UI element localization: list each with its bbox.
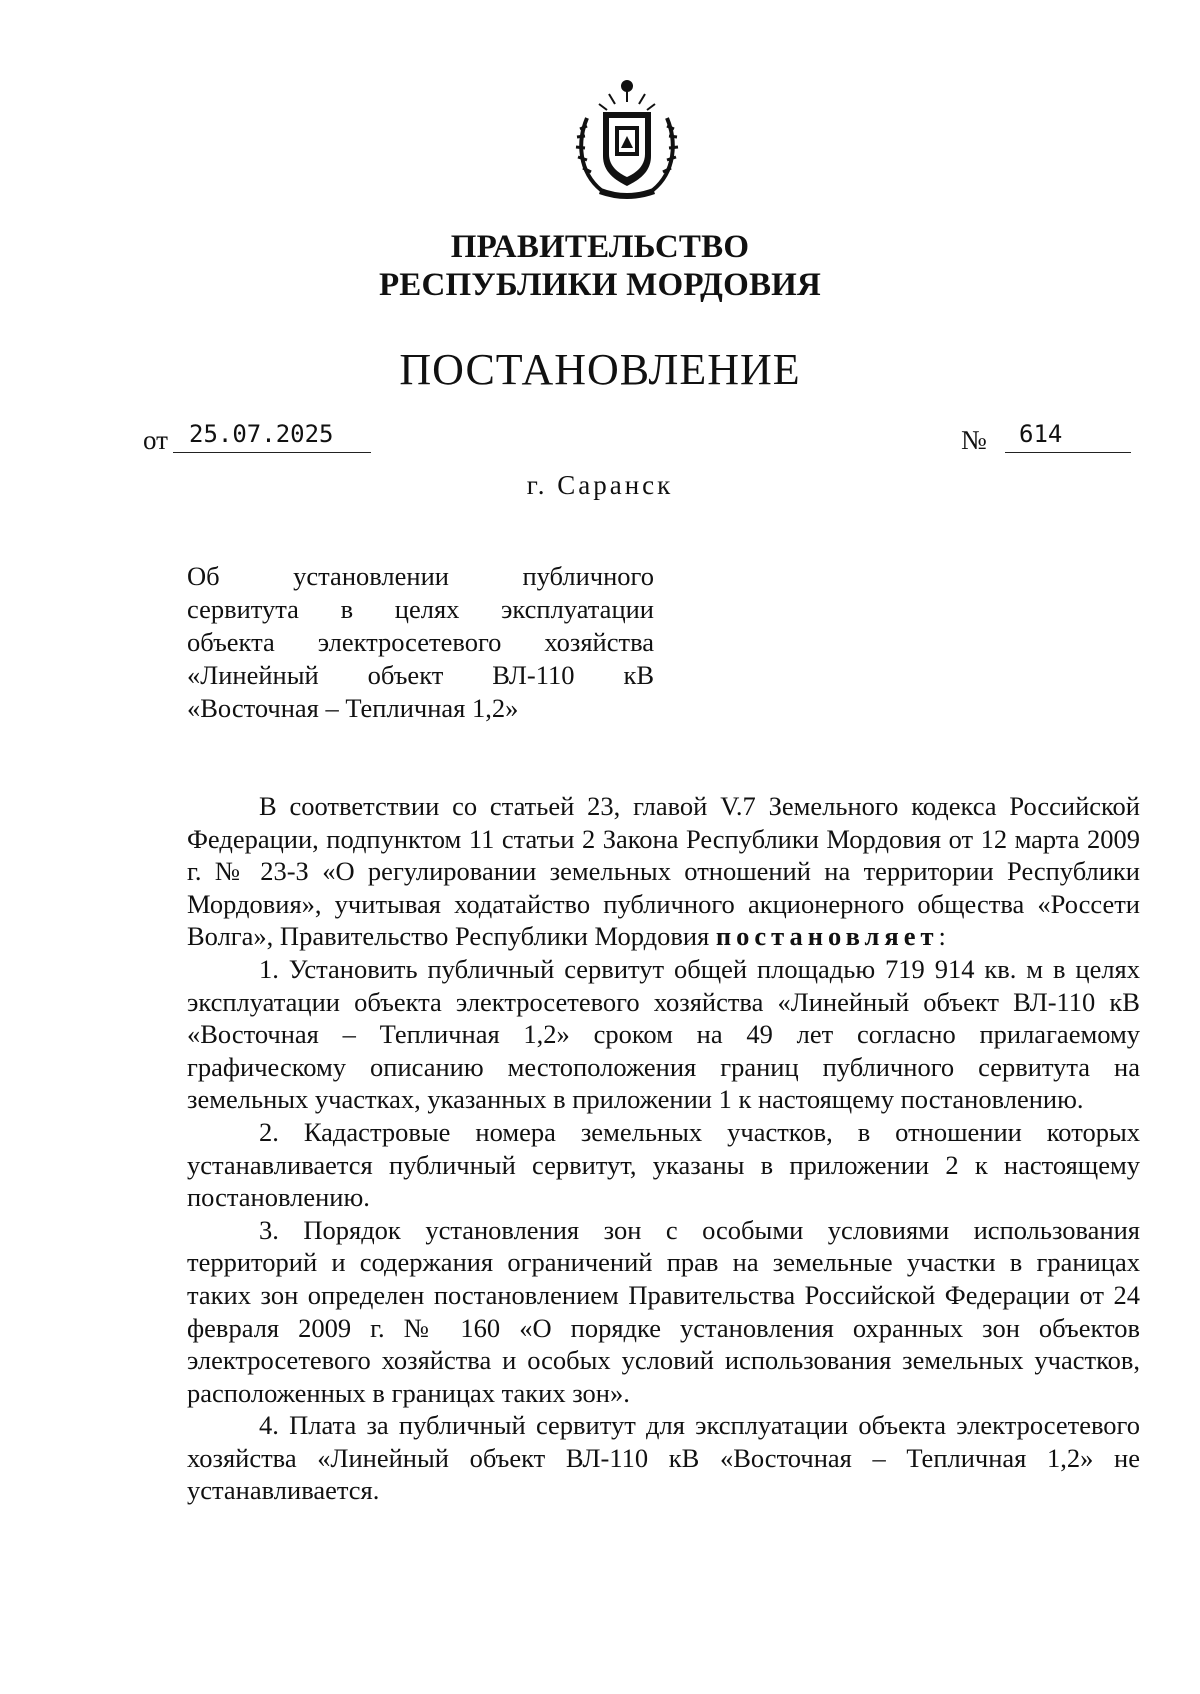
- subject-line: объекта электросетевого хозяйства: [187, 627, 654, 657]
- subject-line: «Восточная – Тепличная 1,2»: [187, 693, 519, 723]
- subject-line: «Линейный объект ВЛ-110 кВ: [187, 660, 654, 690]
- decree-item: 4. Плата за публичный сервитут для эксплуатации объекта электросетевого хозяйства «Линейный объект ВЛ-110 кВ «Восточная – Тепличная 1,2» не устанавливается.: [187, 1410, 1140, 1506]
- preamble-paragraph: [187, 790, 1140, 953]
- issuing-authority: [0, 228, 1200, 304]
- preamble-text: В соответствии со статьей 23, главой V.7 Земельного кодекса Российской Федерации, подпунктом 11 статьи 2 Закона Республики Мордовия от 12 марта 2009 г. № 23-З «О регулировании земельных отношений на территории Республики Мордовия», учитывая ходатайство публичного акционерного общества «Россети Волга», Правительство Республики Мордовия: [187, 791, 1140, 952]
- subject-block: [187, 560, 654, 725]
- authority-line-2: РЕСПУБЛИКИ МОРДОВИЯ: [378, 267, 822, 303]
- city: г. Саранск: [526, 470, 674, 500]
- decree-item: 2. Кадастровые номера земельных участков, в отношении которых устанавливается публичный сервитут, указаны в приложении 2 к настоящему постановлению.: [187, 1116, 1140, 1213]
- number-prefix: №: [961, 425, 987, 455]
- subject-line: Об установлении публичного: [187, 561, 654, 591]
- subject-line: сервитута в целях эксплуатации: [187, 594, 654, 624]
- decrees-suffix: :: [938, 921, 946, 952]
- date-number-row: [143, 420, 1133, 465]
- document-body: [187, 790, 1140, 1507]
- document-number: 614: [1005, 419, 1131, 453]
- decrees-word: постановляет: [715, 921, 939, 952]
- date-prefix: от: [143, 425, 168, 455]
- decree-item: 1. Установить публичный сервитут общей площадью 719 914 кв. м в целях эксплуатации объекта электросетевого хозяйства «Линейный объект ВЛ-110 кВ «Восточная – Тепличная 1,2» сроком на 49 лет согласно прилагаемому графическому описанию местоположения границ публичного сервитута на земельных участках, указанных в приложении 1 к настоящему постановлению.: [187, 953, 1140, 1115]
- decree-item: 3. Порядок установления зон с особыми условиями использования территорий и содержания ограничений прав на земельные участки в границах таких зон определен постановлением Правительства Российской Федерации от 24 февраля 2009 г. № 160 «О порядке установления охранных зон объектов электросетевого хозяйства и особых условий использования земельных участков, расположенных в границах таких зон».: [187, 1214, 1140, 1408]
- document-date: 25.07.2025: [173, 419, 371, 453]
- authority-line-1: ПРАВИТЕЛЬСТВО: [450, 229, 750, 265]
- coat-of-arms-icon: [571, 72, 683, 200]
- document-type: ПОСТАНОВЛЕНИЕ: [399, 345, 801, 394]
